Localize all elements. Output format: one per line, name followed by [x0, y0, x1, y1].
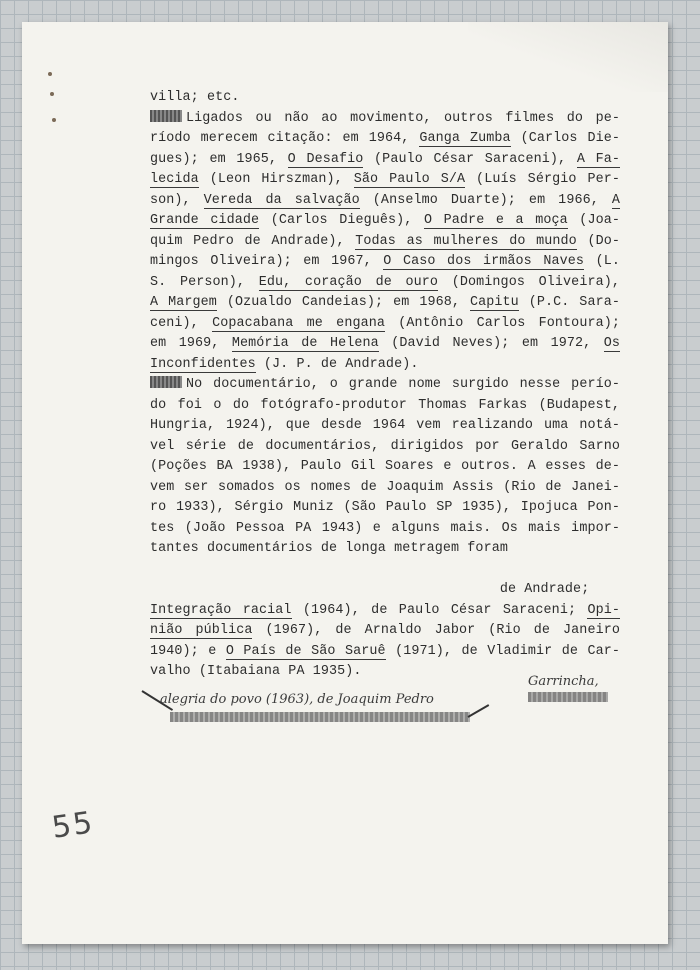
underlined-title: Inconfidentes	[150, 356, 256, 372]
folded-corner	[468, 22, 668, 92]
underlined-title: Opi-	[587, 602, 620, 618]
text-run: tes (João Pessoa PA 1943) e alguns mais. Os mais impor-	[150, 520, 620, 536]
underlined-title: Memória de Helena	[231, 336, 379, 351]
text-line	[150, 580, 620, 601]
underlined-title: Todas as mulheres do mundo	[355, 233, 577, 249]
handwritten-insert-credit: alegria do povo (1963), de Joaquim Pedro	[160, 692, 434, 707]
text-line	[150, 601, 620, 622]
text-run: (Leon Hirszman),	[198, 172, 354, 187]
underlined-title: O Desafio	[287, 151, 364, 167]
text-run: (Antônio Carlos Fontoura);	[385, 315, 620, 331]
text-line	[150, 211, 620, 232]
handwritten-insert-title: Garrincha,	[528, 674, 599, 689]
correction-blot	[150, 376, 182, 388]
text-line	[150, 232, 620, 253]
text-line	[150, 457, 620, 478]
crossed-out-text	[170, 712, 470, 722]
underlined-title: Vereda da salvação	[203, 192, 360, 208]
underlined-title: A Margem	[150, 295, 217, 310]
text-line	[150, 539, 620, 560]
text-run: de Andrade;	[150, 582, 590, 597]
text-run: (Domingos Oliveira),	[438, 274, 620, 290]
text-line	[150, 129, 620, 150]
text-run: son),	[150, 192, 204, 208]
text-run: (Do-	[576, 233, 620, 249]
underlined-title: Os	[603, 336, 620, 351]
text-line	[150, 642, 620, 663]
underlined-title: O País de São Saruê	[225, 643, 386, 659]
punch-hole	[52, 118, 56, 122]
text-run: No documentário, o grande nome surgido nesse perío-	[186, 377, 620, 392]
text-run: (1971), de Vladimir de Car-	[385, 643, 620, 659]
text-line	[150, 170, 620, 191]
text-line	[150, 416, 620, 437]
text-line	[150, 88, 620, 109]
text-line	[150, 334, 620, 355]
underlined-title: Capitu	[469, 295, 519, 310]
text-run: (J. P. de Andrade).	[255, 356, 419, 372]
text-run: (1964), de Paulo César Saraceni;	[291, 602, 588, 618]
text-run: (Carlos Die-	[510, 131, 621, 146]
text-run: mingos Oliveira); em 1967,	[150, 254, 384, 269]
text-run: gues); em 1965,	[150, 151, 288, 167]
text-line	[150, 355, 620, 376]
text-line	[150, 109, 620, 130]
text-run: vel série de documentários, dirigidos por Geraldo Sarno	[150, 438, 620, 454]
text-run: (L.	[584, 254, 620, 269]
text-run: ro 1933), Sérgio Muniz (São Paulo SP 1935), Ipojuca Pon-	[150, 500, 620, 515]
underlined-title: A Fa-	[576, 151, 620, 167]
text-line	[150, 560, 620, 581]
text-run: (Joa-	[567, 213, 620, 228]
underlined-title: São Paulo S/A	[353, 172, 466, 187]
text-run: (Poções BA 1938), Paulo Gil Soares e outros. A esses de-	[150, 459, 620, 474]
page-number: 55	[49, 805, 97, 846]
text-run: tantes documentários de longa metragem foram	[150, 541, 508, 556]
text-run: Hungria, 1924), que desde 1964 vem realizando uma notá-	[150, 418, 620, 433]
punch-hole	[48, 72, 52, 76]
underlined-title: O Caso dos irmãos Naves	[383, 254, 585, 269]
text-line	[150, 519, 620, 540]
underlined-title: Grande cidade	[150, 213, 260, 228]
text-run: Ligados ou não ao movimento, outros filmes do pe-	[186, 110, 620, 126]
text-line	[150, 437, 620, 458]
text-line	[150, 396, 620, 417]
text-line	[150, 293, 620, 314]
text-line	[150, 621, 620, 642]
body-text	[150, 88, 620, 683]
underlined-title: Edu, coração de ouro	[258, 274, 439, 290]
text-run: (Paulo César Saraceni),	[363, 151, 577, 167]
punch-hole	[50, 92, 54, 96]
underlined-title: nião pública	[150, 623, 253, 638]
text-run: (1967), de Arnaldo Jabor (Rio de Janeiro	[252, 623, 620, 638]
text-line	[150, 273, 620, 294]
text-run: villa; etc.	[150, 90, 240, 105]
text-line	[150, 252, 620, 273]
text-run: ceni),	[150, 315, 213, 331]
crossed-out-text	[528, 692, 608, 702]
text-run: (Carlos Dieguês),	[259, 213, 424, 228]
text-run: em 1969,	[150, 336, 232, 351]
text-line	[150, 191, 620, 212]
text-run: valho (Itabaiana PA 1935).	[150, 664, 362, 679]
underlined-title: Ganga Zumba	[419, 131, 511, 146]
underlined-title: O Padre e a moça	[423, 213, 568, 228]
text-line	[150, 314, 620, 335]
text-run: do foi o do fotógrafo-produtor Thomas Farkas (Budapest,	[150, 397, 620, 413]
text-run: 1940); e	[150, 643, 226, 659]
text-run: (Anselmo Duarte); em 1966,	[359, 192, 612, 208]
text-run: vem ser somados os nomes de Joaquim Assis (Rio de Janei-	[150, 479, 620, 495]
text-run: S. Person),	[150, 274, 259, 290]
text-run: (Luís Sérgio Per-	[465, 172, 620, 187]
text-line	[150, 150, 620, 171]
text-run: (Ozualdo Candeias); em 1968,	[216, 295, 470, 310]
text-line	[150, 498, 620, 519]
underlined-title: Integração racial	[150, 602, 292, 618]
text-run: (P.C. Sara-	[518, 295, 620, 310]
text-line	[150, 478, 620, 499]
correction-blot	[150, 110, 182, 122]
underlined-title: lecida	[150, 172, 199, 187]
text-run: ríodo merecem citação: em 1964,	[150, 131, 420, 146]
text-run: (David Neves); em 1972,	[378, 336, 604, 351]
underlined-title: A	[611, 192, 620, 208]
underlined-title: Copacabana me engana	[212, 315, 385, 331]
text-line	[150, 375, 620, 396]
text-run: quim Pedro de Andrade),	[150, 233, 356, 249]
